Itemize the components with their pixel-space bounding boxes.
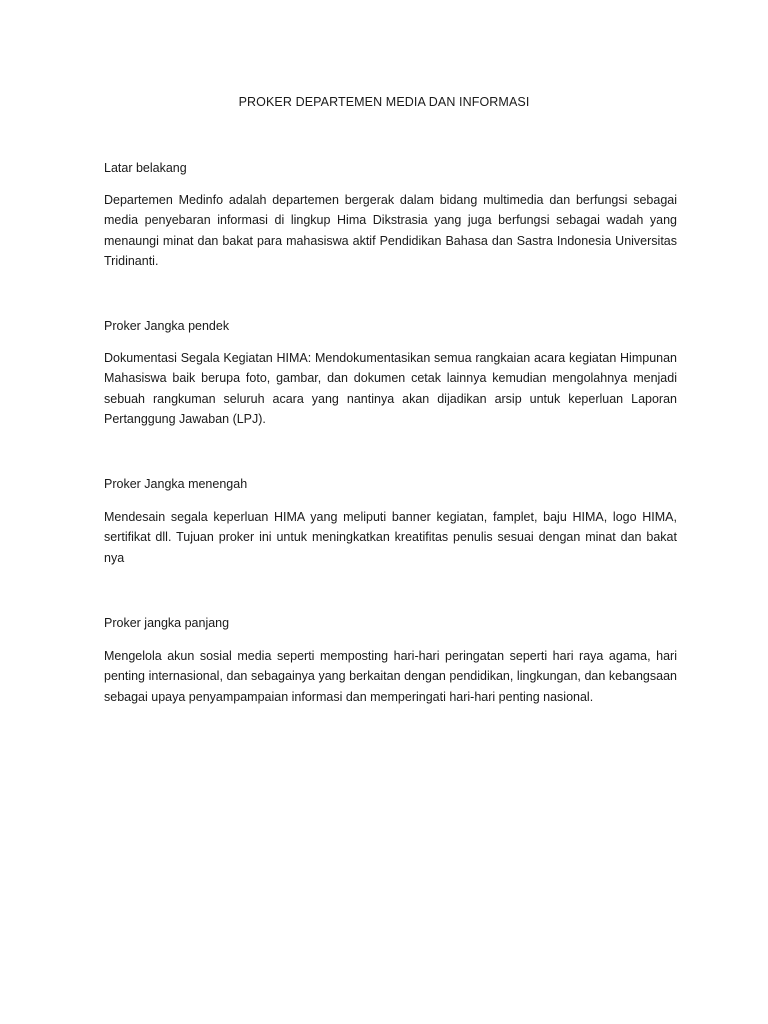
section-heading-jangka-panjang: Proker jangka panjang: [104, 616, 230, 630]
section-heading-jangka-pendek: Proker Jangka pendek: [104, 319, 230, 333]
section-heading-latar-belakang: Latar belakang: [104, 161, 187, 175]
document-title: PROKER DEPARTEMEN MEDIA DAN INFORMASI: [238, 95, 530, 109]
section-body-latar-belakang: Departemen Medinfo adalah departemen bergerak dalam bidang multimedia dan berfungsi sebagai media penyebaran informasi di lingkup Hima Dikstrasia yang juga berfungsi sebagai wadah yang menaungi minat dan bakat para mahasiswa aktif Pendidikan Bahasa dan Sastra Indonesia Universitas Tridinanti.: [104, 193, 677, 268]
section-heading-jangka-menengah: Proker Jangka menengah: [104, 477, 248, 491]
section-body-jangka-panjang: Mengelola akun sosial media seperti memposting hari-hari peringatan seperti hari raya agama, hari penting internasional, dan sebagainya yang berkaitan dengan pendidikan, lingkungan, dan kebangsaan sebagai upaya penyampampaian informasi dan memperingati hari-hari penting nasional.: [104, 649, 677, 704]
section-body-jangka-menengah: Mendesain segala keperluan HIMA yang meliputi banner kegiatan, famplet, baju HIMA, logo HIMA, sertifikat dll. Tujuan proker ini untuk meningkatkan kreatifitas penulis sesuai dengan minat dan bakat nya: [104, 510, 677, 565]
section-body-jangka-pendek: Dokumentasi Segala Kegiatan HIMA: Mendokumentasikan semua rangkaian acara kegiatan Himpunan Mahasiswa baik berupa foto, gambar, dan dokumen cetak lainnya kemudian mengolahnya menjadi sebuah rangkuman seluruh acara yang nantinya akan dijadikan arsip untuk keperluan Laporan Pertanggung Jawaban (LPJ).: [104, 351, 677, 426]
